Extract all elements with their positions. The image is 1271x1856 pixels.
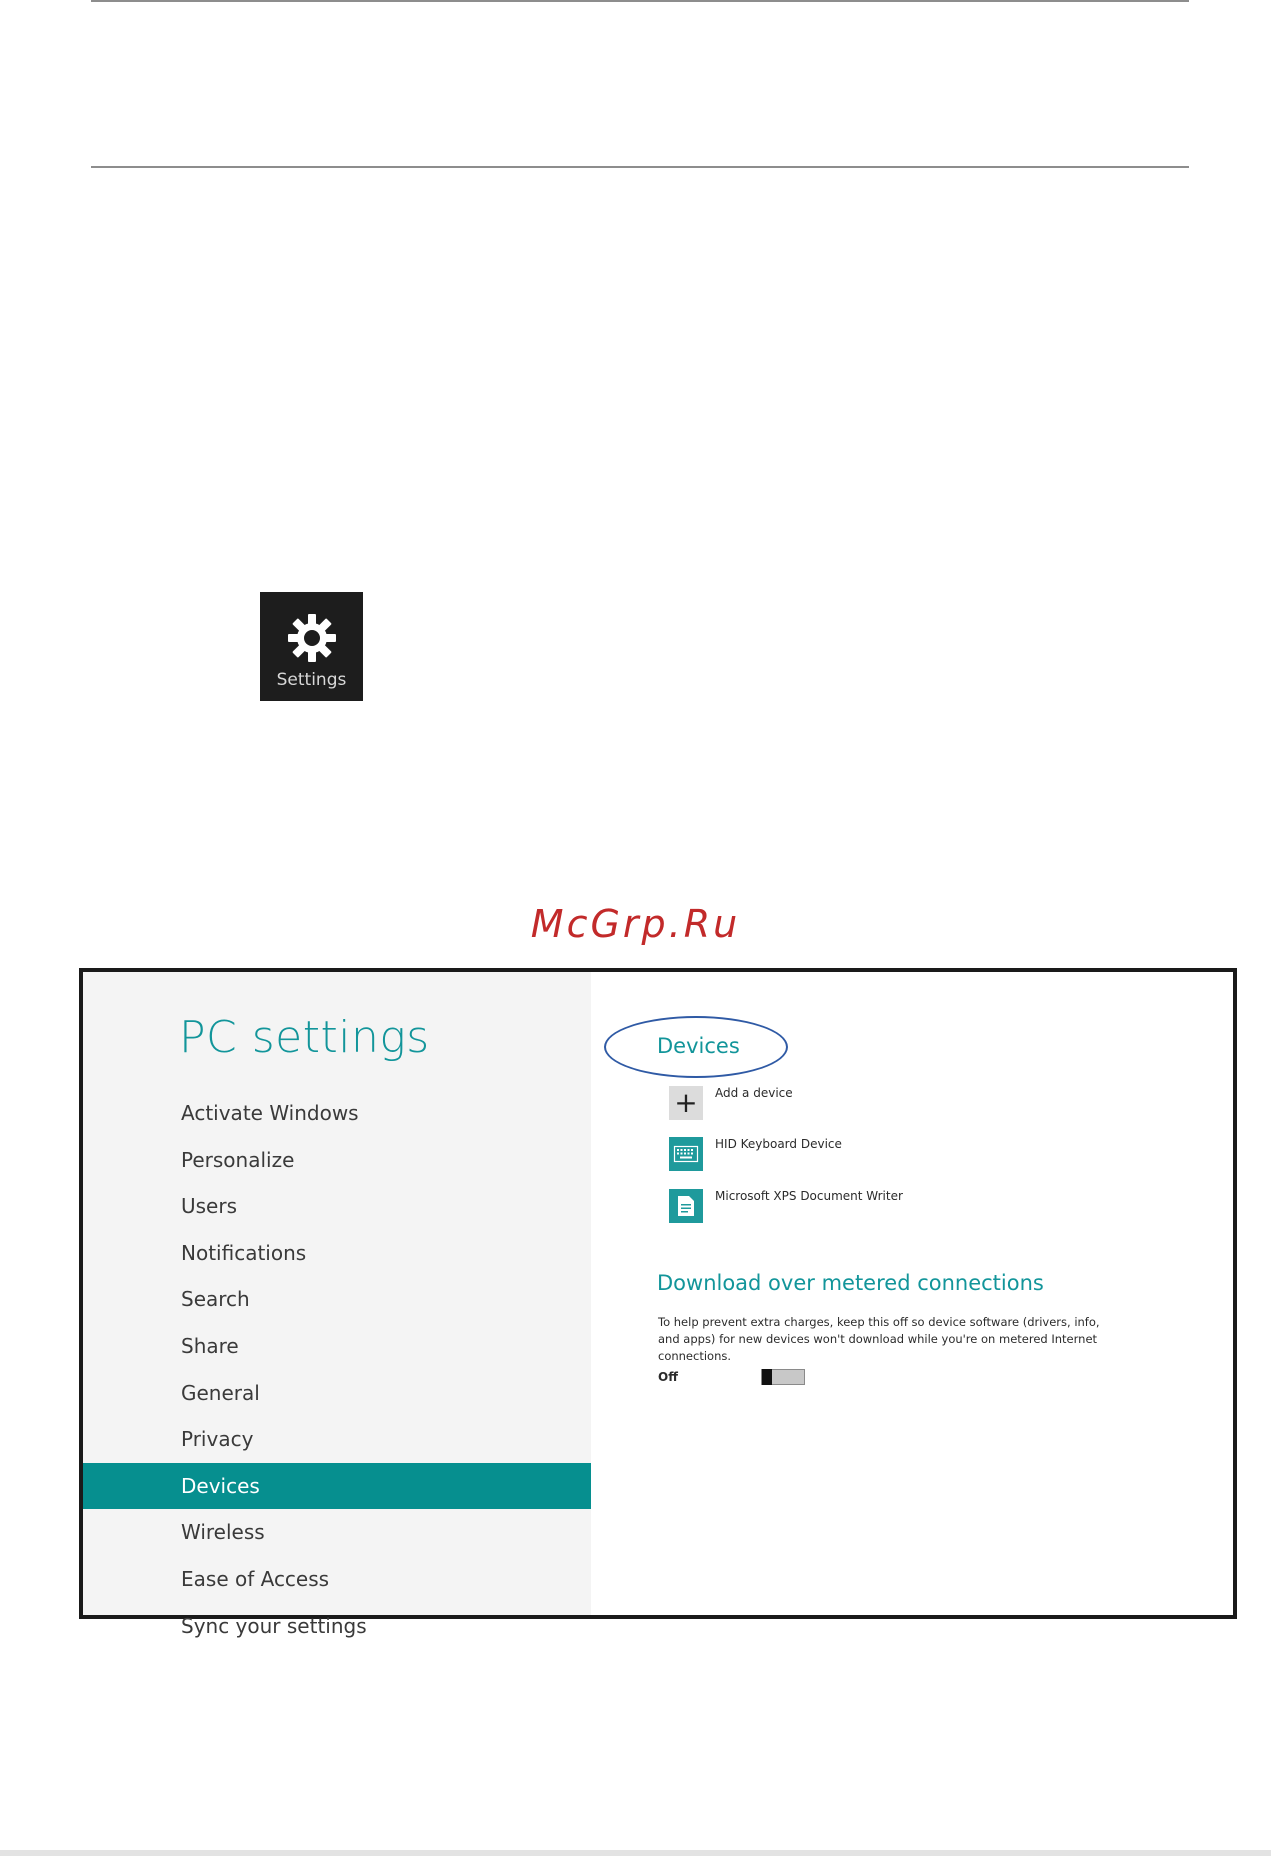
nav-item-personalize[interactable]: Personalize bbox=[181, 1147, 295, 1172]
top-rule bbox=[91, 0, 1189, 2]
toggle-thumb[interactable] bbox=[762, 1369, 772, 1385]
page-title: PC settings bbox=[179, 1012, 430, 1063]
metered-heading: Download over metered connections bbox=[657, 1271, 1044, 1295]
gear-icon bbox=[286, 612, 338, 664]
device-name: HID Keyboard Device bbox=[715, 1137, 842, 1151]
metered-description: To help prevent extra charges, keep this off so device software (drivers, info, and apps) for new devices won't download while you're on metered Internet connections. bbox=[658, 1315, 1100, 1363]
keyboard-icon bbox=[669, 1137, 703, 1171]
nav-item-search[interactable]: Search bbox=[181, 1287, 250, 1312]
watermark: McGrp.Ru bbox=[530, 902, 741, 946]
metered-toggle[interactable] bbox=[761, 1369, 805, 1385]
settings-nav-pane bbox=[83, 972, 591, 1638]
nav-item-notifications[interactable]: Notifications bbox=[181, 1240, 307, 1265]
footer-band bbox=[0, 1850, 1271, 1856]
nav-item-privacy[interactable]: Privacy bbox=[181, 1427, 254, 1452]
settings-charm-label: Settings bbox=[276, 670, 347, 690]
document-icon bbox=[669, 1189, 703, 1223]
header-rule bbox=[91, 166, 1189, 168]
device-name: Add a device bbox=[715, 1086, 793, 1100]
devices-heading: Devices bbox=[657, 1034, 740, 1058]
nav-item-devices[interactable]: Devices bbox=[83, 1463, 591, 1510]
metered-toggle-label: Off bbox=[658, 1370, 678, 1384]
nav-item-general[interactable]: General bbox=[181, 1380, 260, 1405]
settings-charm[interactable] bbox=[260, 592, 363, 701]
device-item-xps-writer[interactable] bbox=[669, 1189, 903, 1223]
nav-item-ease-of-access[interactable]: Ease of Access bbox=[181, 1566, 330, 1591]
device-item-hid-keyboard[interactable] bbox=[669, 1137, 842, 1171]
nav-item-wireless[interactable]: Wireless bbox=[181, 1520, 265, 1545]
add-device-button[interactable] bbox=[669, 1086, 793, 1120]
pc-settings-screenshot bbox=[79, 968, 1237, 1638]
nav-item-sync-your-settings[interactable]: Sync your settings bbox=[181, 1613, 367, 1638]
device-name: Microsoft XPS Document Writer bbox=[715, 1189, 903, 1203]
nav-item-share[interactable]: Share bbox=[181, 1333, 239, 1358]
plus-icon: + bbox=[669, 1086, 703, 1120]
devices-pane bbox=[591, 972, 1233, 1615]
settings-nav bbox=[83, 1090, 591, 1649]
nav-item-activate-windows[interactable]: Activate Windows bbox=[181, 1101, 359, 1125]
nav-item-users[interactable]: Users bbox=[181, 1194, 238, 1219]
